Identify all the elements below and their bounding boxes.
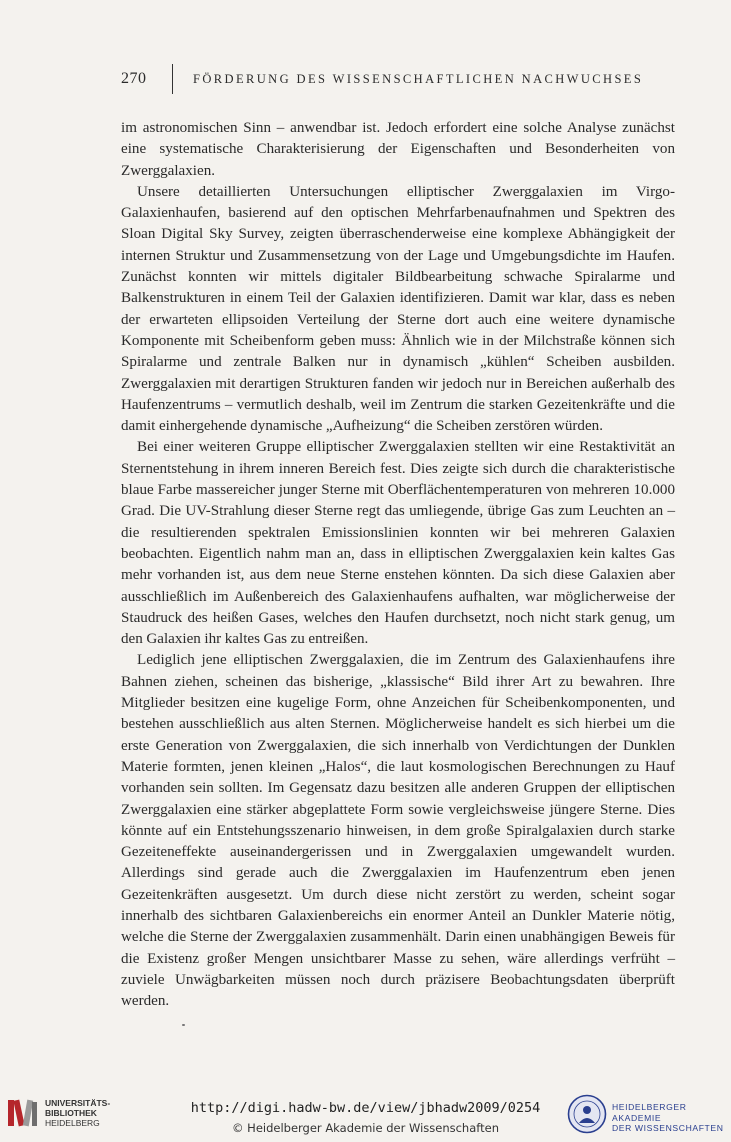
academy-seal-icon — [567, 1094, 607, 1134]
library-line: UNIVERSITÄTS- — [45, 1098, 111, 1108]
library-line: BIBLIOTHEK — [45, 1108, 97, 1118]
running-title: FÖRDERUNG DES WISSENSCHAFTLICHEN NACHWUCHSES — [193, 72, 644, 86]
digitization-footer — [0, 1082, 731, 1142]
academy-name — [612, 1102, 731, 1134]
body-text — [121, 118, 675, 1012]
paragraph: Lediglich jene elliptischen Zwerggalaxien, die im Zentrum des Galaxienhaufens ihre Bahnen ziehen, scheinen das bisherige, „klassische“ Bild ihrer Art zu bewahren. Ihre Mitglieder besitzen eine kugelige Form, ohne Anzeichen für Scheibenkomponenten, und bestehen ausschließlich aus alten Sternen. Möglicherweise handelt es sich hierbei um die erste Generation von Zwerggalaxien, die sich innerhalb von Verdichtungen der Dunklen Materie formten, jenen kleinen „Halos“, die laut kosmologischen Berechnungen zu Hauf vorhanden sein sollten. Im Gegensatz dazu besitzen alle anderen Gruppen der elliptischen Zwerggalaxien eine stärker abgeplattete Form sowie vergleichsweise jüngere Sterne. Dies könnte auf ein Entstehungsszenario hinweisen, in dem große Spiralgalaxien durch starke Gezeiteneffekte auseinandergerissen und in Zwerggalaxien umgewandelt wurden. Allerdings sind gerade auch die Zwerggalaxien im Haufenzentrum eben jenen Gezeitenkräften ausgesetzt. Um durch diese nicht zerstört zu werden, scheint sogar innerhalb des sichtbaren Galaxienbereichs ein enormer Anteil an Dunkler Materie nötig, welche die Sterne der Zwerggalaxien zusammenhält. Darin einen unabhängigen Beweis für die Existenz großer Mengen unsichtbarer Masse zu sehen, wäre allerdings verfrüht – zuviele Unwägbarkeiten müssen noch durch präzisere Beobachtungsdaten überprüft werden. — [121, 652, 675, 1010]
page-number: 270 — [121, 70, 147, 87]
library-line: HEIDELBERG — [45, 1118, 100, 1128]
academy-line: HEIDELBERGER AKADEMIE — [612, 1102, 687, 1123]
paragraph: im astronomischen Sinn – anwendbar ist. Jedoch erfordert eine solche Analyse zunächst eine systematische Charakterisierung der Eigenschaften und Besonderheiten von Zwerggalaxien. — [121, 120, 675, 179]
paragraph: Unsere detaillierten Untersuchungen elliptischer Zwerggalaxien im Virgo-Galaxienhaufen, basierend auf den optischen Mehrfarbenaufnahmen und Spektren des Sloan Digital Sky Survey, zeigten überraschenderweise eine komplexe Abhängigkeit der internen Struktur und Zusammensetzung von der Lage und Umgebungsdichte im Haufen. Zunächst konnten wir mittels digitaler Bildbearbeitung schwache Spiralarme und Balkenstrukturen in einem Teil der Galaxien identifizieren. Damit war klar, dass es neben der erwarteten ellipsoiden Verteilung der Sterne dort auch eine weitere dynamische Komponente mit Scheibenform geben muss: Ähnlich wie in der Milchstraße können sich Spiralarme und zentrale Balken nur in dynamisch „kühlen“ Scheiben ausbilden. Zwerggalaxien mit derartigen Strukturen fanden wir jedoch nur in Bereichen außerhalb des Haufenzentrums – vermutlich deshalb, weil im Zentrum die starken Gezeitenkräfte und die damit einhergehende dynamische „Aufheizung“ die Scheiben zerstören würden. — [121, 183, 675, 435]
copyright-notice: © Heidelberger Akademie der Wissenschaften — [232, 1121, 499, 1135]
paragraph: Bei einer weiteren Gruppe elliptischer Zwerggalaxien stellten wir eine Restaktivität an Sternentstehung in ihrem inneren Bereich fest. Dies zeigte sich durch die charakteristische blaue Farbe massereicher junger Sterne mit Oberflächentemperaturen von mehreren 10.000 Grad. Die UV-Strahlung dieser Sterne regt das umliegende, übrige Gas zum Leuchten an – die resultierenden spektralen Emissionslinien konnten wir bei mehreren Galaxien beobachten. Eigentlich nahm man an, dass in elliptischen Zwerggalaxien kein kaltes Gas mehr vorhanden ist, aus dem neue Sterne enstehen könnten. Da sich diese Galaxien aber ausschließlich im Außenbereich des Galaxienhaufens aufhalten, war möglicherweise der Staudruck des heißen Gases, welches den Haufen durchsetzt, noch nicht stark genug, um den Galaxien ihr kaltes Gas zu entreißen. — [121, 439, 675, 648]
academy-line: DER WISSENSCHAFTEN — [612, 1123, 724, 1133]
scan-speck — [182, 1024, 185, 1026]
permalink-url[interactable]: http://digi.hadw-bw.de/view/jbhadw2009/0254 — [190, 1100, 541, 1116]
header-divider — [172, 64, 173, 94]
